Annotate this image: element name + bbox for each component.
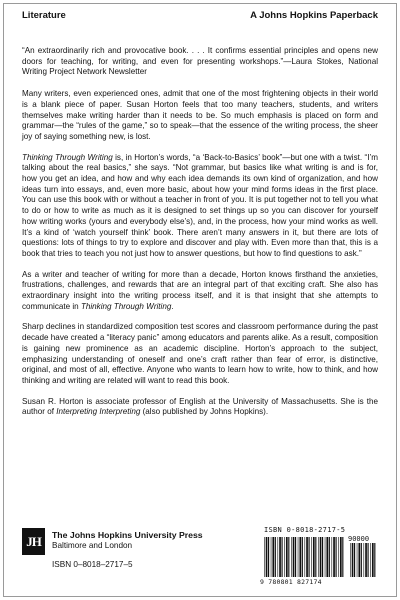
barcode-digits: 9 780801 827174 [260, 578, 322, 586]
isbn-text: ISBN 0–8018–2717–5 [52, 560, 133, 569]
paragraph-basics-text: is, in Horton’s words, “a ‘Back-to-Basics’ book”—but one with a twist. “I’m talking about the real basics,” she says. “Not grammar, but basics like what writing is and is for, how you get an idea, and how and why each idea demands its own kind of organization, and how ideas turn into essays, and, even more basic, about how your mind forms ideas in the first place. You can use this book with or without a teacher in front of you. It is put together not to tell you what to do or how to write as much as it is designed to set things up so you can discover for yourself how writing works (yours and everybody else’s), and, in the process, how your mind works as well. It’s a kind of ‘watch yourself think’ book. There aren’t many answers in it, but there are lots of questions: lots of things to try to explore and discover and play with. Even more than that, this is a book that tries to teach you not just how to answer questions, but how to find questions to ask.” [22, 152, 378, 258]
barcode-isbn-label: ISBN 0-8018-2717-5 [264, 526, 346, 534]
endorsement-quote: “An extraordinarily rich and provocative book. . . . It confirms essential principles and opens new doors for teaching, for writing, and even for presenting workshops.”—Laura Stokes, National Writing Project Network Newsletter [22, 46, 378, 77]
barcode-addon-icon [350, 543, 376, 577]
paragraph-author-text: As a writer and teacher of writing for more than a decade, Horton knows firsthand the anxieties, frustrations, challenges, and rewards that are an integral part of that exciting craft. She also has extraordinary insight into the writing process itself, and it is that insight that she attempts to communicate in [22, 269, 378, 311]
paragraph-intro: Many writers, even experienced ones, admit that one of the most frightening objects in their world is a blank piece of paper. Susan Horton feels that too many teachers, students, and writers themselves make writing harder than it needs to be. So much emphasis is placed on form and grammar—the “rules of the game,” so to speak—that the essence of the writing process, the sheer joy of saying something new, is lost. [22, 89, 378, 141]
paragraph-literacy: Sharp declines in standardized composition test scores and classroom performance during the past decade have created a “literacy panic” among educators and parents alike. As a result, composition is gaining new prominence as an academic discipline. Horton’s approach to the subject, emphasizing understanding of oneself and one’s craft rather than fear of error, is distinctive, original, and most of all, effective. Anyone who wants to learn how to write, how to think, and how thinking and writing are related will want to read this book. [22, 322, 378, 385]
press-name: The Johns Hopkins University Press [52, 530, 203, 540]
press-city: Baltimore and London [52, 541, 133, 550]
back-cover-text [22, 46, 378, 428]
category-label: Literature [22, 10, 66, 21]
series-label: A Johns Hopkins Paperback [250, 10, 378, 21]
footer [22, 528, 378, 590]
author-bio [22, 397, 378, 418]
barcode-main-icon [264, 537, 346, 577]
press-logo-icon: JH [22, 528, 45, 555]
paragraph-period: . [171, 301, 174, 311]
header [22, 10, 378, 21]
barcode [260, 528, 378, 588]
author-bio-text: Susan R. Horton is associate professor of English at the University of Massachusetts. She is the author of [22, 396, 378, 417]
paragraph-basics [22, 153, 378, 260]
author-bio-end: (also published by Johns Hopkins). [140, 407, 269, 417]
barcode-price-code: 90000 [348, 535, 370, 543]
book-title-italic: Thinking Through Writing [80, 301, 172, 311]
paragraph-author-experience [22, 270, 378, 313]
other-book-title: Interpreting Interpreting [56, 407, 141, 417]
book-title-italic: Thinking Through Writing [22, 152, 113, 162]
